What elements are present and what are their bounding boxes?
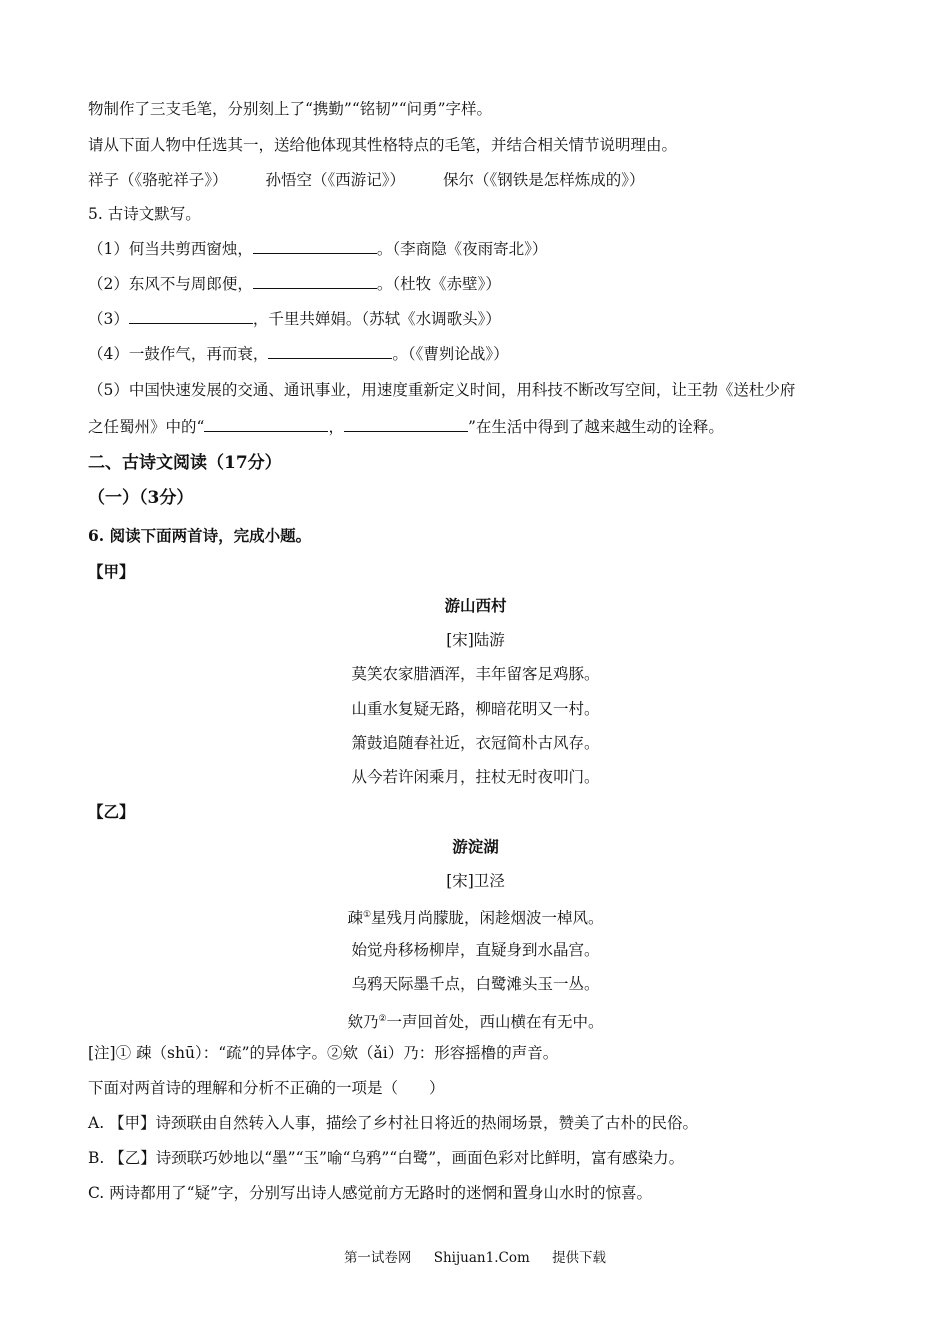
poem-a-line: 山重水复疑无路，柳暗花明又一村。 (351, 700, 600, 718)
footer-download-text: 提供下载 (552, 1250, 607, 1266)
question-5-5: （5）中国快速发展的交通、通讯事业，用速度重新定义时间，用科技不断改写空间，让王勃《送杜少府 (88, 381, 796, 399)
text-line: 请从下面人物中任选其一，送给他体现其性格特点的毛笔，并结合相关情节说明理由。 (88, 136, 678, 154)
poem-b-author: [宋]卫泾 (446, 872, 505, 890)
options-line (88, 169, 645, 191)
footer-site-url[interactable]: Shijuan1.Com (433, 1250, 530, 1266)
question-stem: 下面对两首诗的理解和分析不正确的一项是（ ） (88, 1079, 445, 1097)
question-5-heading: 5. 古诗文默写。 (88, 205, 201, 223)
footnote-mark: ② (378, 1014, 387, 1024)
poem-b-line: 乌鸦天际墨千点，白鹭滩头玉一丛。 (351, 975, 600, 993)
option-xiangzi: 祥子（《骆驼祥子》） (88, 171, 228, 189)
poem-a-line: 莫笑农家腊酒浑，丰年留客足鸡豚。 (351, 665, 600, 683)
poem-b-title: 游淀湖 (452, 837, 499, 856)
poem-a-label: 【甲】 (88, 562, 135, 581)
subsection-heading: （一）（3分） (88, 488, 194, 508)
question-5-2: （2）东风不与周郎便， 。（杜牧《赤壁》） (88, 275, 501, 293)
poem-a-author: [宋]陆游 (446, 631, 505, 649)
poem-a-title: 游山西村 (444, 596, 507, 615)
text-line: 物制作了三支毛笔，分别刻上了“携勤”“铭韧”“问勇”字样。 (88, 100, 493, 118)
footer-site-name: 第一试卷网 (343, 1250, 412, 1266)
option-a[interactable]: A. 【甲】诗颈联由自然转入人事，描绘了乡村社日将近的热闹场景，赞美了古朴的民俗。 (88, 1114, 699, 1132)
question-5-3: （3） ，千里共婵娟。（苏轼《水调歌头》） (88, 310, 501, 328)
option-c[interactable]: C. 两诗都用了“疑”字，分别写出诗人感觉前方无路时的迷惘和置身山水时的惊喜。 (88, 1184, 653, 1202)
fill-blank[interactable] (253, 273, 377, 289)
poem-b-line: 欸乃②一声回首处，西山横在有无中。 (347, 1013, 604, 1032)
poem-b-line: 始觉舟移杨柳岸，直疑身到水晶宫。 (351, 941, 600, 959)
question-5-4: （4）一鼓作气，再而衰， 。（《曹刿论战》） (88, 345, 509, 363)
page-footer (0, 1246, 950, 1266)
option-sunwukong: 孙悟空（《西游记》） (265, 171, 406, 189)
fill-blank[interactable] (204, 416, 328, 432)
annotation-note: [注]① 疎（shū）：“疏”的异体字。②欸（ǎi）乃：形容摇橹的声音。 (88, 1044, 559, 1062)
poem-a-line: 箫鼓追随春社近，衣冠简朴古风存。 (351, 734, 600, 752)
question-5-1: （1）何当共剪西窗烛， 。（李商隐《夜雨寄北》） (88, 240, 548, 258)
question-6-heading: 6. 阅读下面两首诗，完成小题。 (88, 526, 312, 545)
poem-b-line: 疎①星残月尚朦胧，闲趁烟波一棹风。 (347, 909, 604, 928)
section-2-heading: 二、古诗文阅读（17分） (88, 453, 282, 473)
fill-blank[interactable] (268, 343, 392, 359)
question-5-5-cont: 之任蜀州》中的“ ， ”在生活中得到了越来越生动的诠释。 (88, 418, 724, 436)
fill-blank[interactable] (129, 308, 253, 324)
poem-b-label: 【乙】 (88, 802, 135, 821)
fill-blank[interactable] (344, 416, 468, 432)
poem-a-line: 从今若许闲乘月，拄杖无时夜叩门。 (351, 768, 600, 786)
option-baoer: 保尔（《钢铁是怎样炼成的》） (443, 171, 645, 189)
option-b[interactable]: B. 【乙】诗颈联巧妙地以“墨”“玉”喻“乌鸦”“白鹭”，画面色彩对比鲜明，富有感染力。 (88, 1149, 685, 1167)
fill-blank[interactable] (253, 238, 377, 254)
footnote-mark: ① (362, 910, 372, 920)
